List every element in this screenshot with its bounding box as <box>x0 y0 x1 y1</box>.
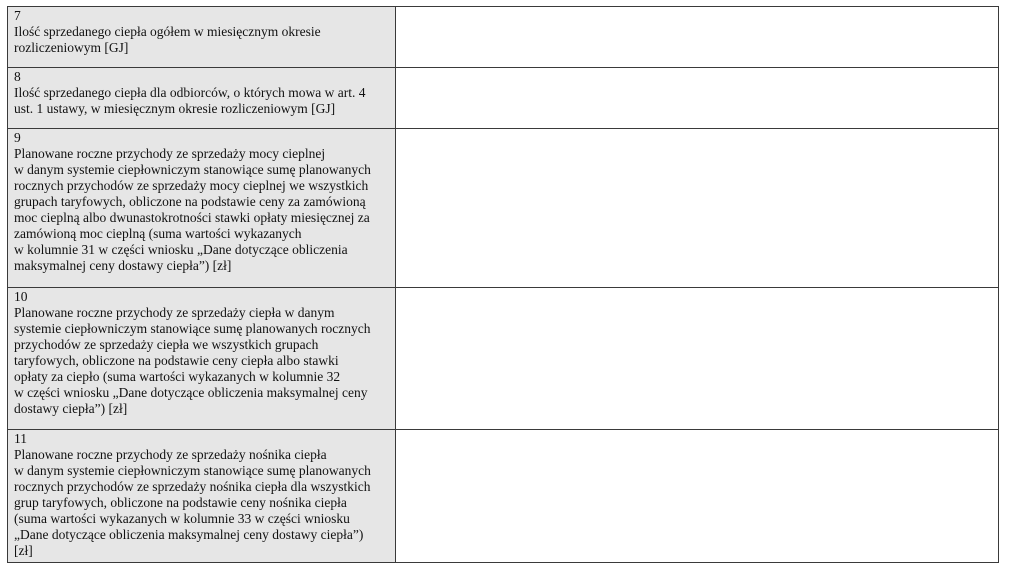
row-description: Planowane roczne przychody ze sprzedaży ciepła w danym systemie ciepłowniczym stanowiące sumę planowanych rocznych przychodów ze sprzedaży ciepła we wszystkich grupach taryfowych, obliczone na podstawie ceny ciepła albo stawki opłaty za ciepło (suma wartości wykazanych w kolumnie 32 w części wniosku „Dane dotyczące obliczenia maksymalnej ceny dostawy ciepła”) [zł] <box>14 305 371 416</box>
row-value-field[interactable] <box>396 288 999 430</box>
table-row <box>8 7 999 68</box>
row-number: 7 <box>14 8 21 23</box>
row-number: 9 <box>14 130 21 145</box>
row-description: Ilość sprzedanego ciepła ogółem w miesięcznym okresie rozliczeniowym [GJ] <box>14 24 321 55</box>
row-number: 10 <box>14 289 28 304</box>
table-row <box>8 430 999 563</box>
row-value-field[interactable] <box>396 430 999 563</box>
row-label-cell <box>8 129 396 288</box>
table-row <box>8 288 999 430</box>
row-value-field[interactable] <box>396 7 999 68</box>
form-table <box>7 6 999 563</box>
row-label-cell <box>8 7 396 68</box>
row-value-field[interactable] <box>396 68 999 129</box>
row-description: Ilość sprzedanego ciepła dla odbiorców, o których mowa w art. 4 ust. 1 ustawy, w miesięcznym okresie rozliczeniowym [GJ] <box>14 85 366 116</box>
table-row <box>8 68 999 129</box>
row-value-field[interactable] <box>396 129 999 288</box>
row-description: Planowane roczne przychody ze sprzedaży nośnika ciepła w danym systemie ciepłowniczym stanowiące sumę planowanych rocznych przychodów ze sprzedaży nośnika ciepła dla wszystkich grup taryfowych, obliczone na podstawie ceny nośnika ciepła (suma wartości wykazanych w kolumnie 33 w części wniosku „Dane dotyczące obliczenia maksymalnej ceny dostawy ciepła”) [zł] <box>14 447 371 558</box>
row-description: Planowane roczne przychody ze sprzedaży mocy cieplnej w danym systemie ciepłowniczym stanowiące sumę planowanych rocznych przychodów ze sprzedaży mocy cieplnej we wszystkich grupach taryfowych, obliczone na podstawie ceny za zamówioną moc cieplną albo dwunastokrotności stawki opłaty miesięcznej za zamówioną moc cieplną (suma wartości wykazanych w kolumnie 31 w części wniosku „Dane dotyczące obliczenia maksymalnej ceny dostawy ciepła”) [zł] <box>14 146 371 273</box>
row-number: 11 <box>14 431 27 446</box>
row-number: 8 <box>14 69 21 84</box>
row-label-cell <box>8 68 396 129</box>
row-label-cell <box>8 430 396 563</box>
row-label-cell <box>8 288 396 430</box>
table-row <box>8 129 999 288</box>
